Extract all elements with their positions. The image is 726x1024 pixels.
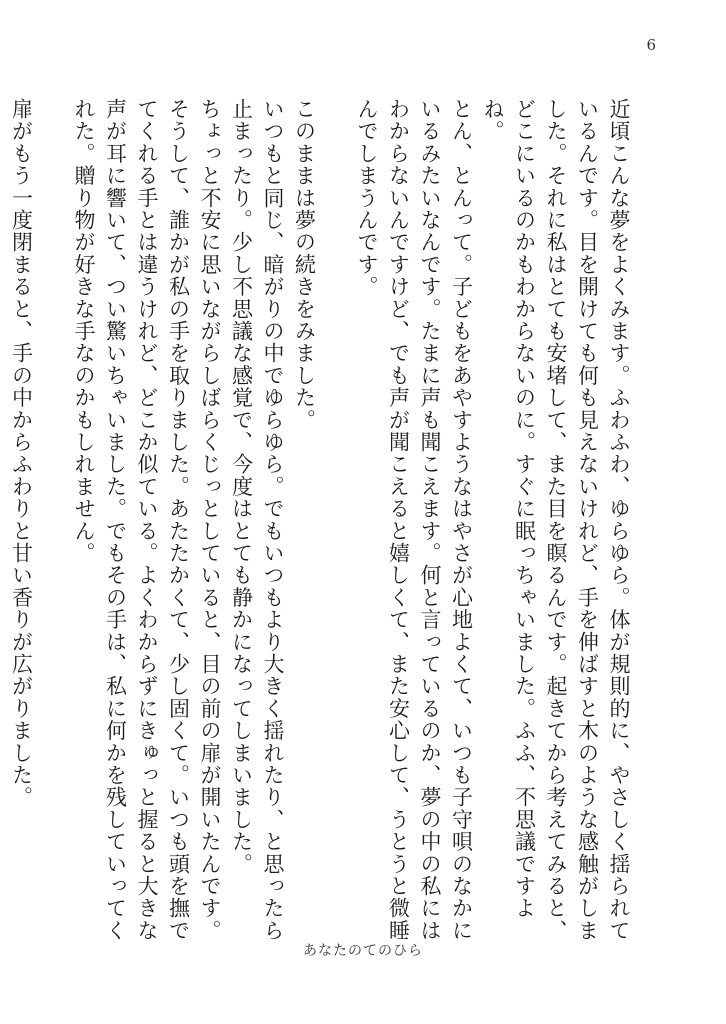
page-number: 6 (646, 36, 656, 54)
paragraph-5: ちょっと不安に思いながらしばらくじっとしていると、目の前の扉が開いたんです。 (198, 98, 222, 942)
paragraph-7: 扉がもう一度閉まると、手の中からふわりと甘い香りが広がりました。 (9, 98, 34, 809)
paragraph-4: いつもと同じ、暗がりの中でゆらゆら。でもいつもより大きく揺れたり、と思ったら止まったり。少し不思議な感覚で、今度はとても静かになってしまいました。 (229, 98, 285, 942)
paragraph-2: とん、とんって。子どもをあやすようなはやさが心地よくて、いつも子守唄のなかにいるみたいなんです。たまに声も聞こえます。何と言っているのか、夢の中の私にはわからないんですけど、でも声が聞こえると嬉しくて、また安心して、うとうと微睡んでしまうんです。 (355, 98, 474, 942)
footer-title: あなたのてのひら (303, 943, 423, 959)
blank-line (320, 98, 351, 943)
paragraph-3: このままは夢の続きをみました。 (292, 98, 317, 431)
blank-line (37, 98, 68, 943)
body-text (5, 98, 634, 943)
paragraph-1: 近頃こんな夢をよくみます。ふわふわ、ゆらゆら。体が規則的に、やさしく揺られているんです。目を開けても何も見えないけれど、手を伸ばすと木のような感触がしました。それに私はとても安堵して、また目を瞑るんです。起きてから考えてみると、どこにいるのかもわからないのに。すぐに眠っちゃいました。ふふ、不思議ですよね。 (481, 98, 631, 942)
paragraph-6: そうして、誰かが私の手を取りました。あたたかくて、少し固くて。いつも頭を撫でてくれる手とは違うけれど、どこか似ている。よくわからずにきゅっと握ると大きな声が耳に響いて、つい驚いちゃいました。でもその手は、私に何かを残していってくれた。贈り物が好きな手なのかもしれません。 (72, 98, 191, 942)
